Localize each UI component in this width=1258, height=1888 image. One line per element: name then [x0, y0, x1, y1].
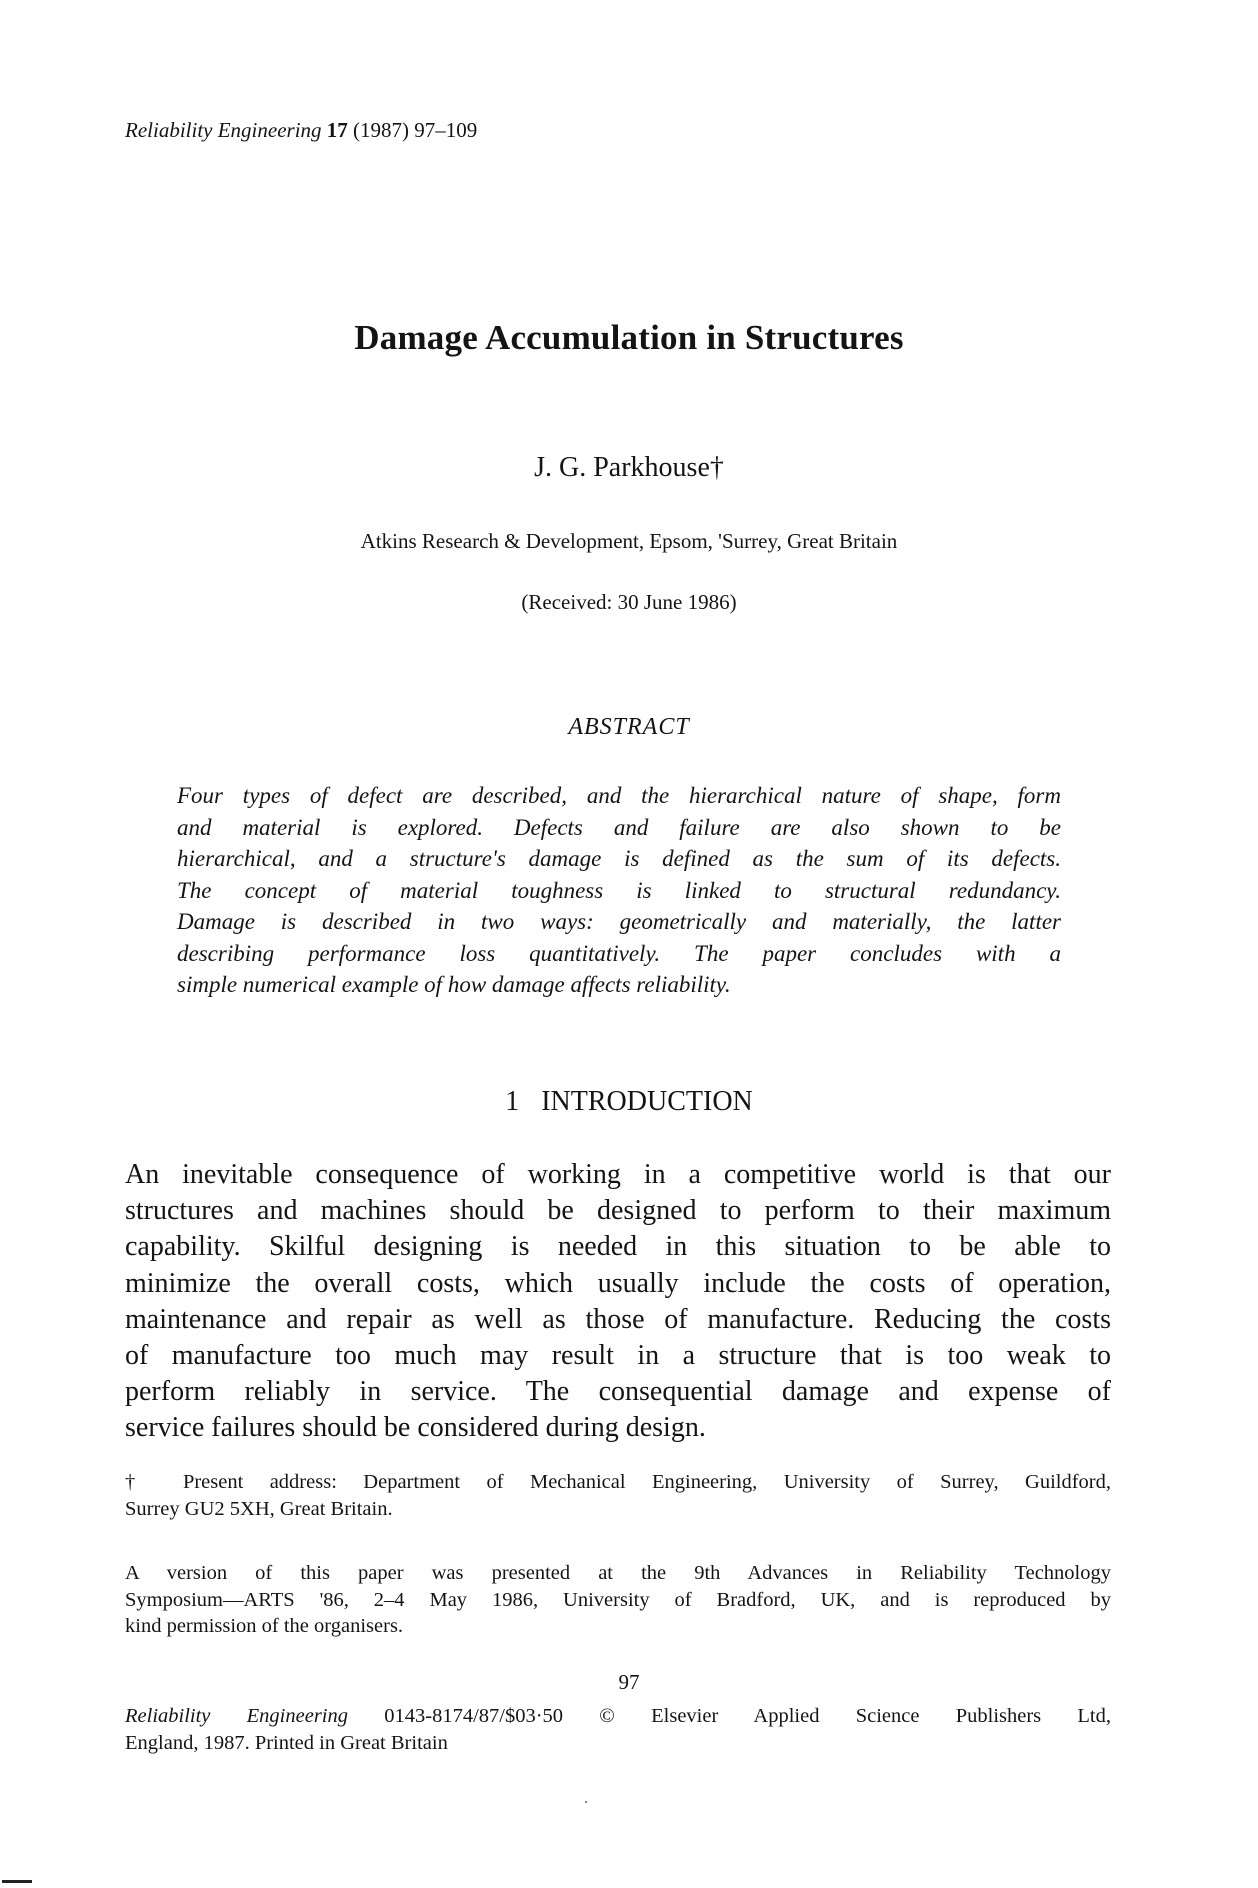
scan-speck — [585, 1801, 587, 1803]
body-line: maintenance and repair as well as those of manufacture. Reducing the costs — [125, 1303, 1111, 1335]
publisher-info — [125, 1703, 1111, 1756]
body-line: service failures should be considered during design. — [125, 1412, 706, 1444]
abstract-line: simple numerical example of how damage affects reliability. — [177, 972, 731, 997]
body-line: An inevitable consequence of working in a competitive world is that our — [125, 1159, 1111, 1190]
abstract-line: The concept of material toughness is linked to structural redundancy. — [177, 877, 1061, 903]
received-date: (Received: 30 June 1986) — [521, 590, 737, 614]
abstract-line: and material is explored. Defects and failure are also shown to be — [177, 814, 1061, 840]
section-title: INTRODUCTION — [541, 1086, 753, 1117]
introduction-body — [125, 1157, 1111, 1447]
page-number: 97 — [618, 1670, 640, 1694]
abstract-heading: ABSTRACT — [568, 714, 690, 740]
abstract-body — [177, 780, 1061, 1001]
affiliation: Atkins Research & Development, Epsom, 'Surrey, Great Britain — [360, 529, 898, 553]
footnote-line: † Present address: Department of Mechanical Engineering, University of Surrey, Guildford, — [125, 1471, 1111, 1493]
abstract-line: Damage is described in two ways: geometrically and materially, the latter — [177, 909, 1061, 934]
version-note — [125, 1560, 1111, 1640]
version-note-line: A version of this paper was presented at the 9th Advances in Reliability Technology — [125, 1562, 1111, 1584]
body-line: of manufacture too much may result in a structure that is too weak to — [125, 1340, 1111, 1372]
journal-header — [125, 118, 477, 143]
version-note-line: kind permission of the organisers. — [125, 1615, 404, 1637]
body-line: capability. Skilful designing is needed in this situation to be able to — [125, 1231, 1111, 1263]
dagger-footnote-mark: † — [709, 452, 724, 483]
publisher-journal-name: Reliability Engineering — [125, 1705, 348, 1727]
paper-title: Damage Accumulation in Structures — [354, 318, 904, 357]
publisher-issn-copyright: 0143-8174/87/$03·50 © Elsevier Applied Science Publishers Ltd, — [348, 1705, 1111, 1727]
version-note-line: Symposium—ARTS '86, 2–4 May 1986, University of Bradford, UK, and is reproduced by — [125, 1588, 1111, 1611]
publisher-line: England, 1987. Printed in Great Britain — [125, 1731, 448, 1754]
author-name: J. G. Parkhouse — [534, 452, 710, 483]
abstract-line: hierarchical, and a structure's damage is defined as the sum of its defects. — [177, 846, 1061, 871]
journal-volume: 17 — [326, 118, 348, 142]
body-line: perform reliably in service. The consequential damage and expense of — [125, 1376, 1111, 1408]
section-heading — [0, 1086, 1258, 1118]
author-footnote — [125, 1469, 1111, 1522]
author — [0, 452, 1258, 484]
body-line: minimize the overall costs, which usually include the costs of operation, — [125, 1267, 1111, 1299]
journal-name: Reliability Engineering — [125, 118, 322, 142]
publisher-line — [125, 1703, 1111, 1730]
abstract-line: describing performance loss quantitatively. The paper concludes with a — [177, 940, 1061, 966]
scan-edge-mark — [2, 1880, 32, 1883]
section-number: 1 — [505, 1086, 520, 1117]
journal-year-pages: (1987) 97–109 — [353, 118, 478, 142]
abstract-line: Four types of defect are described, and the hierarchical nature of shape, form — [177, 783, 1061, 808]
footnote-line: Surrey GU2 5XH, Great Britain. — [125, 1497, 393, 1520]
body-line: structures and machines should be designed to perform to their maximum — [125, 1195, 1111, 1227]
